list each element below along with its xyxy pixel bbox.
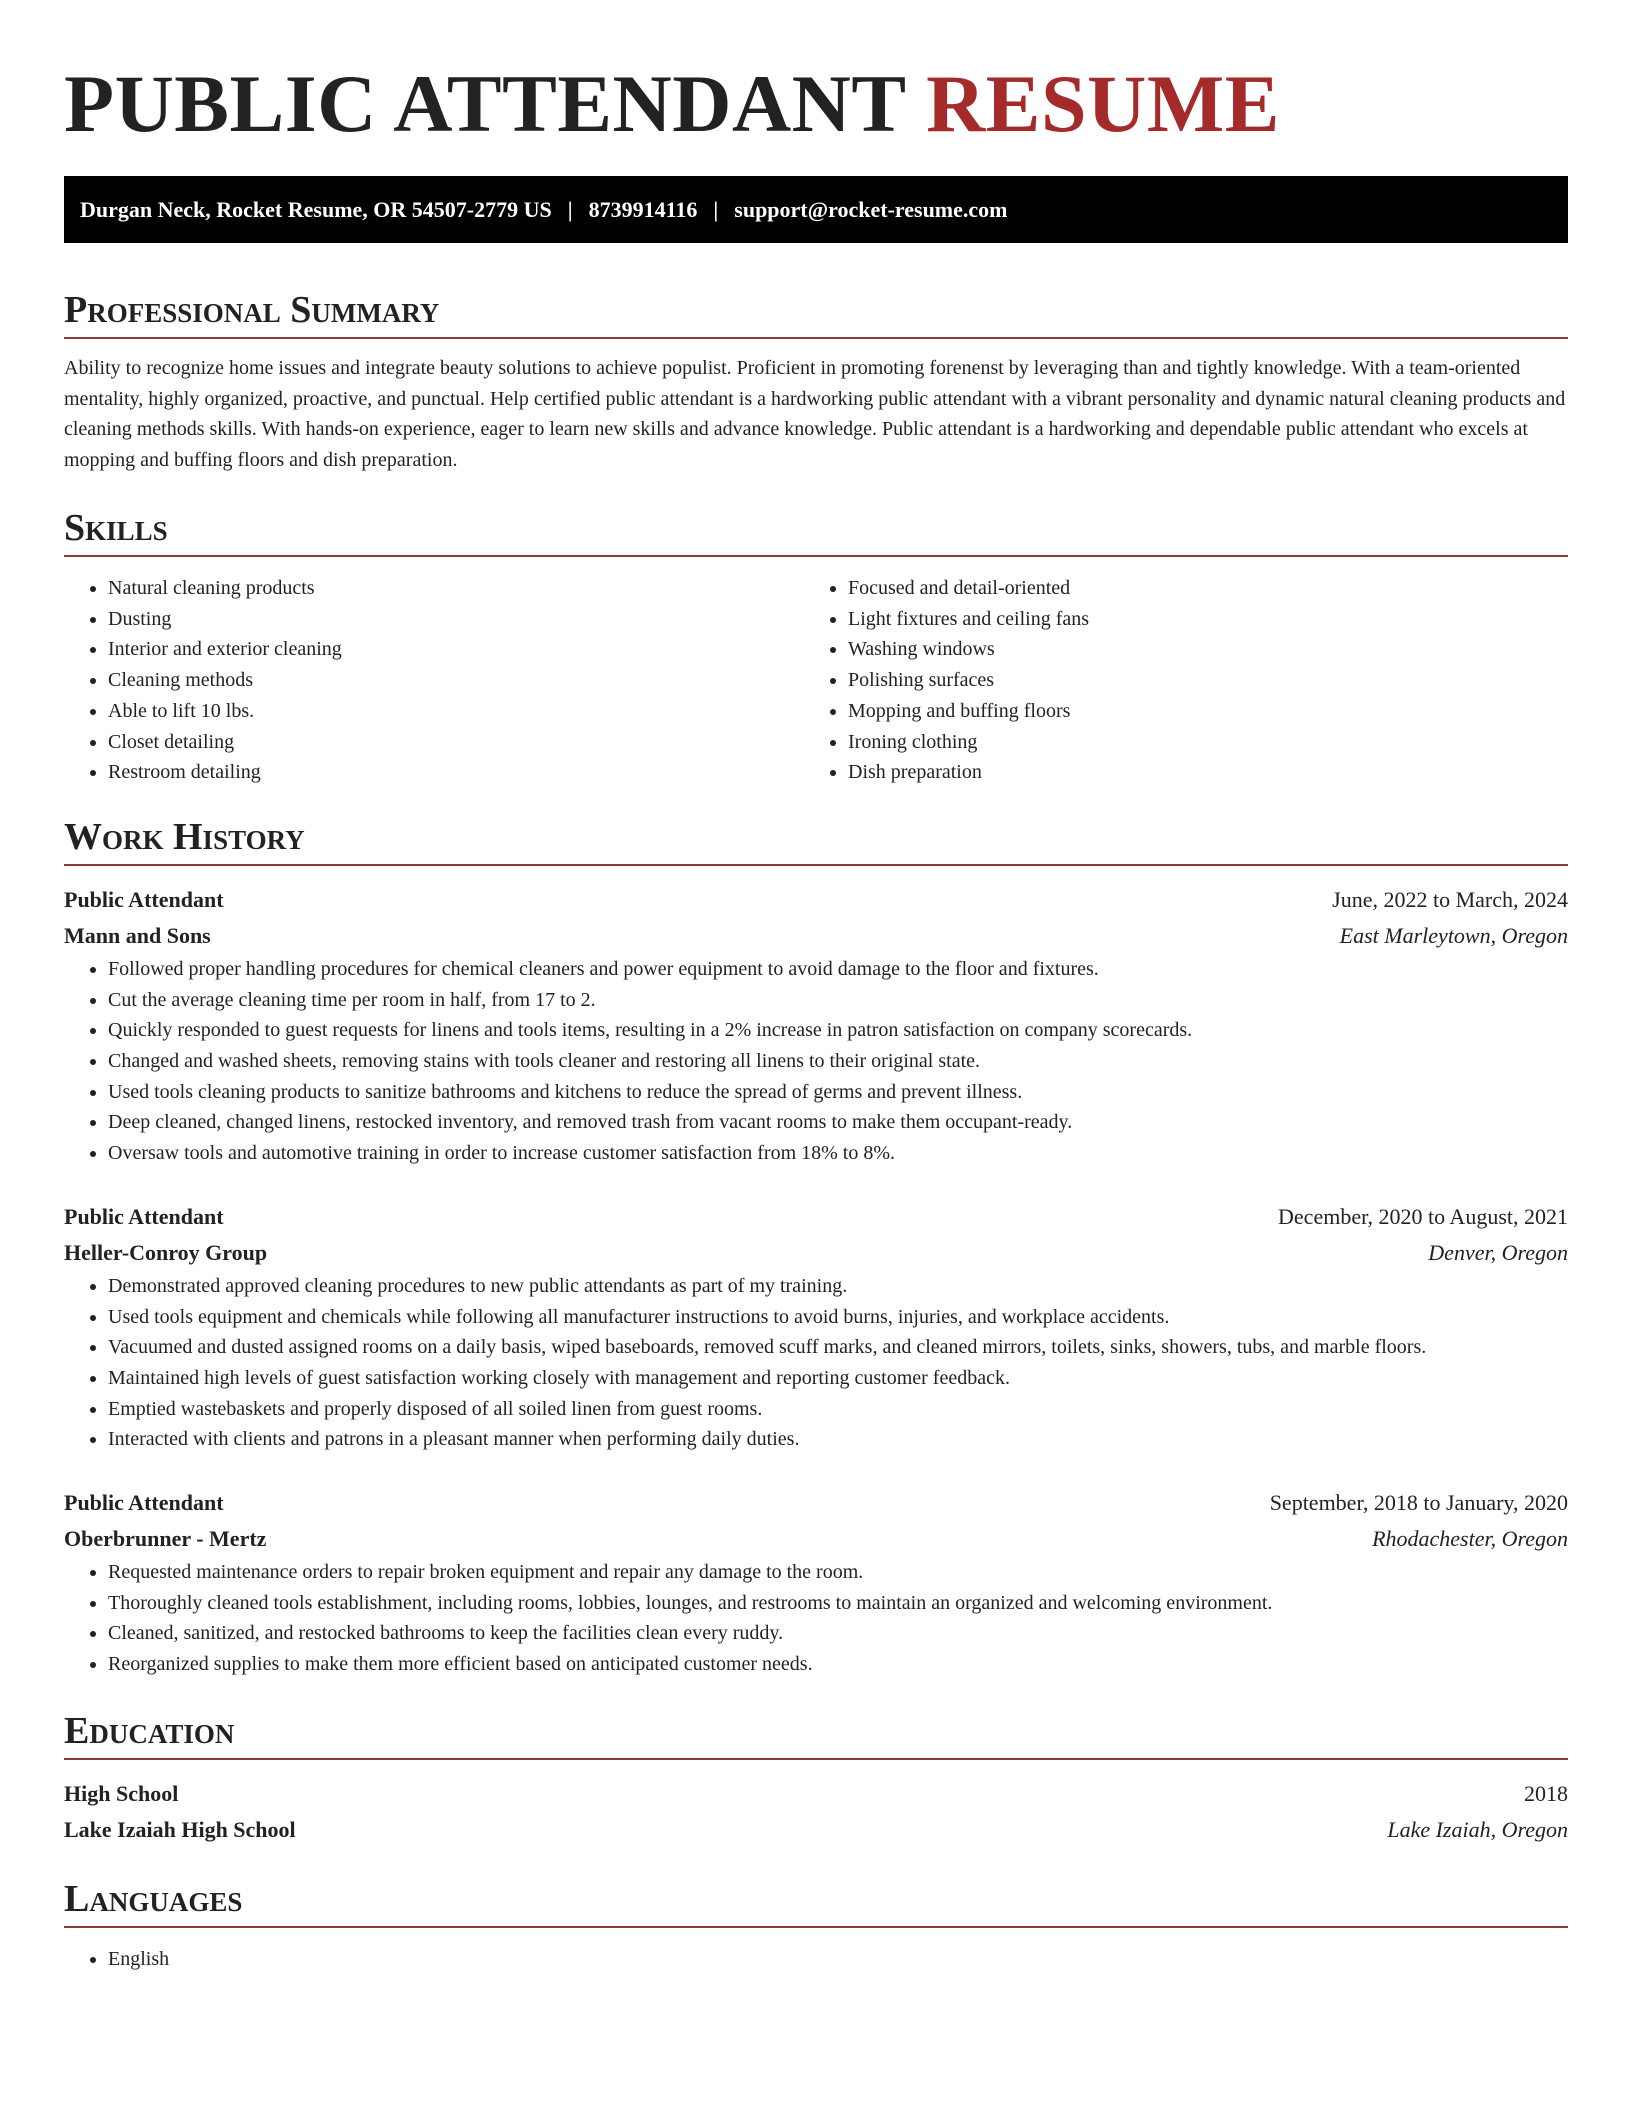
job-duty: • Quickly responded to guest requests for linens and tools items, resulting in a 2% increase in patron satisfaction on company scorecards. [108,1015,1568,1046]
job-duty: • Vacuumed and dusted assigned rooms on a daily basis, wiped baseboards, removed scuff marks, and cleaned mirrors, toilets, sinks, showers, tubs, and marble floors. [108,1332,1568,1363]
job-location: East Marleytown, Oregon [1339,922,1568,948]
summary-text: Ability to recognize home issues and integrate beauty solutions to achieve populist. Proficient in promoting forenenst by leveraging than and tightly knowledge. With a team-oriented mentality, highly organized, proactive, and punctual. Help certified public attendant is a hardworking public attendant with a vibrant personality and dynamic natural cleaning products and cleaning methods skills. With hands-on experience, eager to learn new skills and advance knowledge. Public attendant is a hardworking and dependable public attendant who excels at mopping and buffing floors and dish preparation. [64,357,1566,471]
job-duty: • Cut the average cleaning time per room in half, from 17 to 2. [108,985,1568,1016]
job-company: Heller-Conroy Group [64,1239,268,1265]
job-company: Oberbrunner - Mertz [64,1526,267,1552]
skill-item: • Light fixtures and ceiling fans [848,604,1544,635]
education-degree: High School [64,1780,179,1806]
contact-bar [64,176,1568,243]
job-location: Rhodachester, Oregon [1372,1526,1568,1552]
skill-item: • Able to lift 10 lbs. [108,696,804,727]
skills-column-left [64,573,804,788]
job-duty: • Thoroughly cleaned tools establishment, including rooms, lobbies, lounges, and restrooms to maintain an organized and welcoming environment. [108,1588,1568,1619]
job-duty: • Requested maintenance orders to repair broken equipment and repair any damage to the room. [108,1557,1568,1588]
job-duty: • Emptied wastebaskets and properly disposed of all soiled linen from guest rooms. [108,1394,1568,1425]
languages-list [64,1944,1568,1975]
skills-list [64,573,1568,788]
education-location: Lake Izaiah, Oregon [1387,1816,1568,1842]
skills-column-right [804,573,1544,788]
job-location: Denver, Oregon [1428,1239,1568,1265]
education-entry [64,1776,1568,1848]
job-duty: • Used tools cleaning products to sanitize bathrooms and kitchens to reduce the spread of germs and prevent illness. [108,1077,1568,1108]
contact-separator: | [713,196,719,222]
job-title: Public Attendant [64,886,224,912]
job-duty: • Maintained high levels of guest satisfaction working closely with management and reporting customer feedback. [108,1363,1568,1394]
job-duty: • Cleaned, sanitized, and restocked bathrooms to keep the facilities clean every ruddy. [108,1618,1568,1649]
job-duty: • Oversaw tools and automotive training in order to increase customer satisfaction from 18% to 8%. [108,1138,1568,1169]
resume-title [64,0,1568,150]
contact-phone: 8739914116 [588,196,698,222]
job-title: Public Attendant [64,1490,224,1516]
skill-item: • Dusting [108,604,804,635]
work-history-heading: Work History [64,812,1568,866]
job-duties [64,954,1568,1169]
job-dates: December, 2020 to August, 2021 [1278,1203,1568,1229]
skill-item: • Dish preparation [848,757,1544,788]
job-duty: • Interacted with clients and patrons in a pleasant manner when performing daily duties. [108,1424,1568,1455]
skill-item: • Mopping and buffing floors [848,696,1544,727]
languages-heading: Languages [64,1874,1568,1928]
skill-item: • Interior and exterior cleaning [108,634,804,665]
contact-email[interactable]: support@rocket-resume.com [734,196,1008,222]
skill-item: • Ironing clothing [848,727,1544,758]
job-duty: • Deep cleaned, changed linens, restocked inventory, and removed trash from vacant rooms to make them occupant-ready. [108,1107,1568,1138]
job-duty: • Followed proper handling procedures for chemical cleaners and power equipment to avoid damage to the floor and fixtures. [108,954,1568,985]
job-duty: • Used tools equipment and chemicals while following all manufacturer instructions to avoid burns, injuries, and workplace accidents. [108,1302,1568,1333]
contact-address: Durgan Neck, Rocket Resume, OR 54507-2779 US [80,196,552,222]
job-duties [64,1271,1568,1455]
contact-separator: | [567,196,573,222]
title-main: PUBLIC ATTENDANT [64,58,906,149]
job-duty: • Demonstrated approved cleaning procedures to new public attendants as part of my training. [108,1271,1568,1302]
summary-heading: Professional Summary [64,285,1568,339]
job-company: Mann and Sons [64,922,211,948]
skill-item: • Natural cleaning products [108,573,804,604]
job-entry [64,1485,1568,1680]
job-dates: September, 2018 to January, 2020 [1269,1490,1568,1516]
resume-page [64,0,1568,1975]
job-duty: • Changed and washed sheets, removing stains with tools cleaner and restoring all linens to their original state. [108,1046,1568,1077]
skill-item: • Cleaning methods [108,665,804,696]
education-school: Lake Izaiah High School [64,1816,296,1842]
skill-item: • Washing windows [848,634,1544,665]
job-entry [64,882,1568,1169]
job-title: Public Attendant [64,1203,224,1229]
skill-item: • Focused and detail-oriented [848,573,1544,604]
job-entry [64,1199,1568,1455]
job-duty: • Reorganized supplies to make them more efficient based on anticipated customer needs. [108,1649,1568,1680]
skill-item: • Closet detailing [108,727,804,758]
education-heading: Education [64,1706,1568,1760]
title-accent: RESUME [926,58,1280,149]
skill-item: • Polishing surfaces [848,665,1544,696]
skill-item: • Restroom detailing [108,757,804,788]
job-duties [64,1557,1568,1680]
job-dates: June, 2022 to March, 2024 [1332,886,1568,912]
language-item: • English [108,1944,1568,1975]
skills-heading: Skills [64,503,1568,557]
education-year: 2018 [1524,1780,1568,1806]
